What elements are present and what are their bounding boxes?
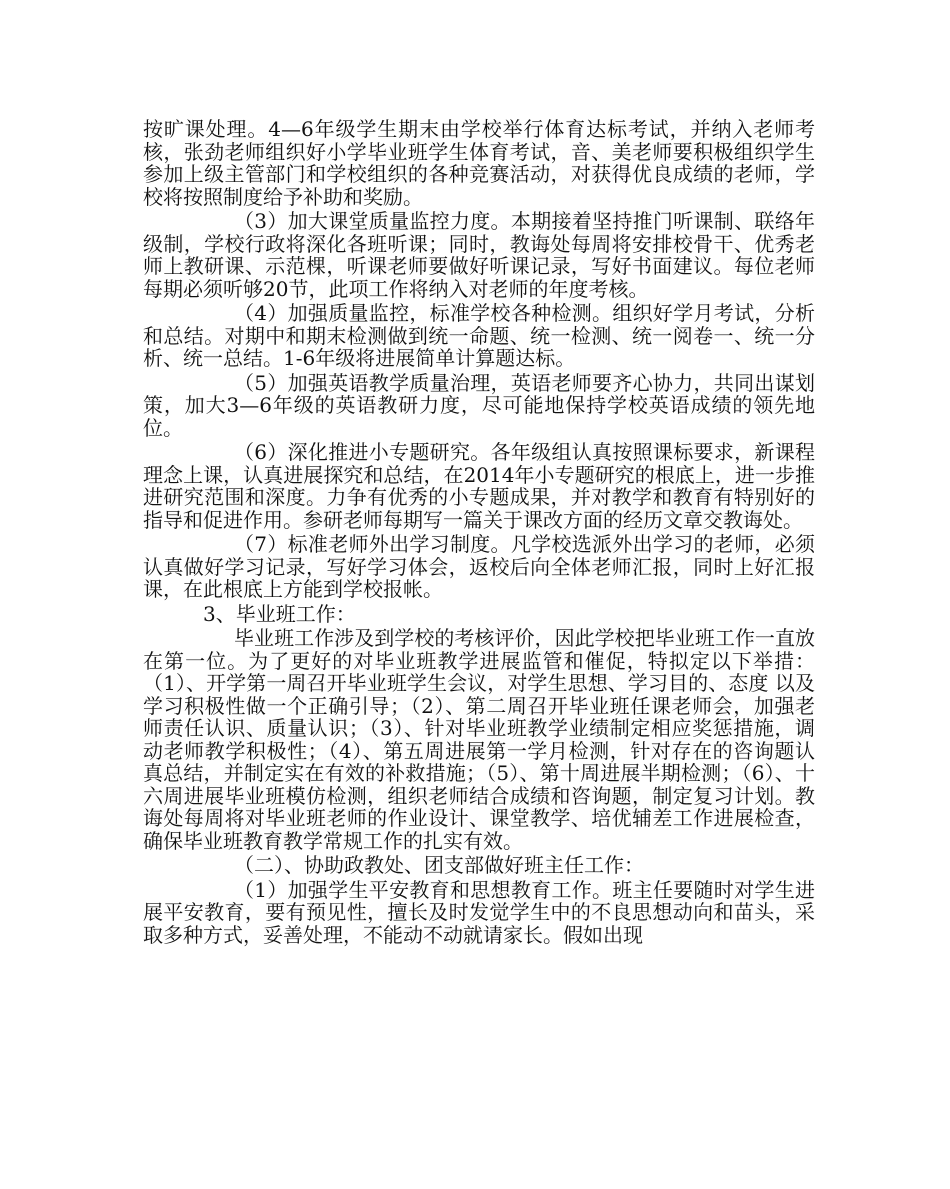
paragraph-external-study: （7）标准老师外出学习制度。凡学校选派外出学习的老师，必须认真做好学习记录，写好学习体会，返校后向全体老师汇报，同时上好汇报课，在此根底上方能到学校报帐。	[143, 532, 815, 601]
paragraph-graduating-class-measures: 毕业班工作涉及到学校的考核评价，因此学校把毕业班工作一直放在第一位。为了更好的对毕业班教学进展监管和催促，特拟定以下举措：（1）、开学第一周召开毕业班学生会议，对学生思想、学习目的、态度 以及学习积极性做一个正确引导；（2）、第二周召开毕业班任课老师会，加强老师责任认识、质量认识；（3）、针对毕业班教学业绩制定相应奖惩措施，调动老师教学积极性；（4）、第五周进展第一学月检测，针对存在的咨询题认真总结，并制定实在有效的补救措施；（5）、第十周进展半期检测；（6）、十六周进展毕业班模仿检测，组织老师结合成绩和咨询题，制定复习计划。教诲处每周将对毕业班老师的作业设计、课堂教学、培优辅差工作进展检查，确保毕业班教育教学常规工作的扎实有效。	[143, 626, 815, 853]
paragraph-classroom-quality: （3）加大课堂质量监控力度。本期接着坚持推门听课制、联络年级制，学校行政将深化各班听课；同时，教诲处每周将安排校骨干、优秀老师上教研课、示范棵，听课老师要做好听课记录，写好书面建议。每位老师每期必须听够20节，此项工作将纳入对老师的年度考核。	[143, 209, 815, 301]
section-heading-graduating-class: 3、毕业班工作：	[203, 601, 356, 626]
paragraph-english-teaching: （5）加强英语教学质量治理，英语老师要齐心协力，共同出谋划策，加大3—6年级的英语教研力度，尽可能地保持学校英语成绩的领先地位。	[143, 370, 815, 440]
paragraph-topic-research: （6）深化推进小专题研究。各年级组认真按照课标要求，新课程理念上课，认真进展探究和总结，在2014年小专题研究的根底上，进一步推进研究范围和深度。力争有优秀的小专题成果，并对教学和教育有特别好的指导和促进作用。参研老师每期写一篇关于课改方面的经历文章交教诲处。	[143, 440, 815, 532]
document-page	[143, 118, 815, 948]
paragraph-quality-monitoring: （4）加强质量监控，标准学校各种检测。组织好学月考试，分析和总结。对期中和期末检测做到统一命题、统一检测、统一阅卷一、统一分析、统一总结。1-6年级将进展简单计算题达标。	[143, 301, 815, 370]
paragraph-safety-education: （1）加强学生平安教育和思想教育工作。班主任要随时对学生进展平安教育，要有预见性，擅长及时发觉学生中的不良思想动向和苗头，采取多种方式，妥善处理，不能动不动就请家长。假如出现	[143, 877, 815, 947]
paragraph-continuation: 按旷课处理。4—6年级学生期末由学校举行体育达标考试，并纳入老师考核，张劲老师组织好小学毕业班学生体育考试，音、美老师要积极组织学生参加上级主管部门和学校组织的各种竞赛活动，对获得优良成绩的老师，学校将按照制度给予补助和奖励。	[143, 117, 815, 209]
section-heading-class-teacher-work: （二）、协助政教处、团支部做好班主任工作：	[234, 853, 644, 877]
